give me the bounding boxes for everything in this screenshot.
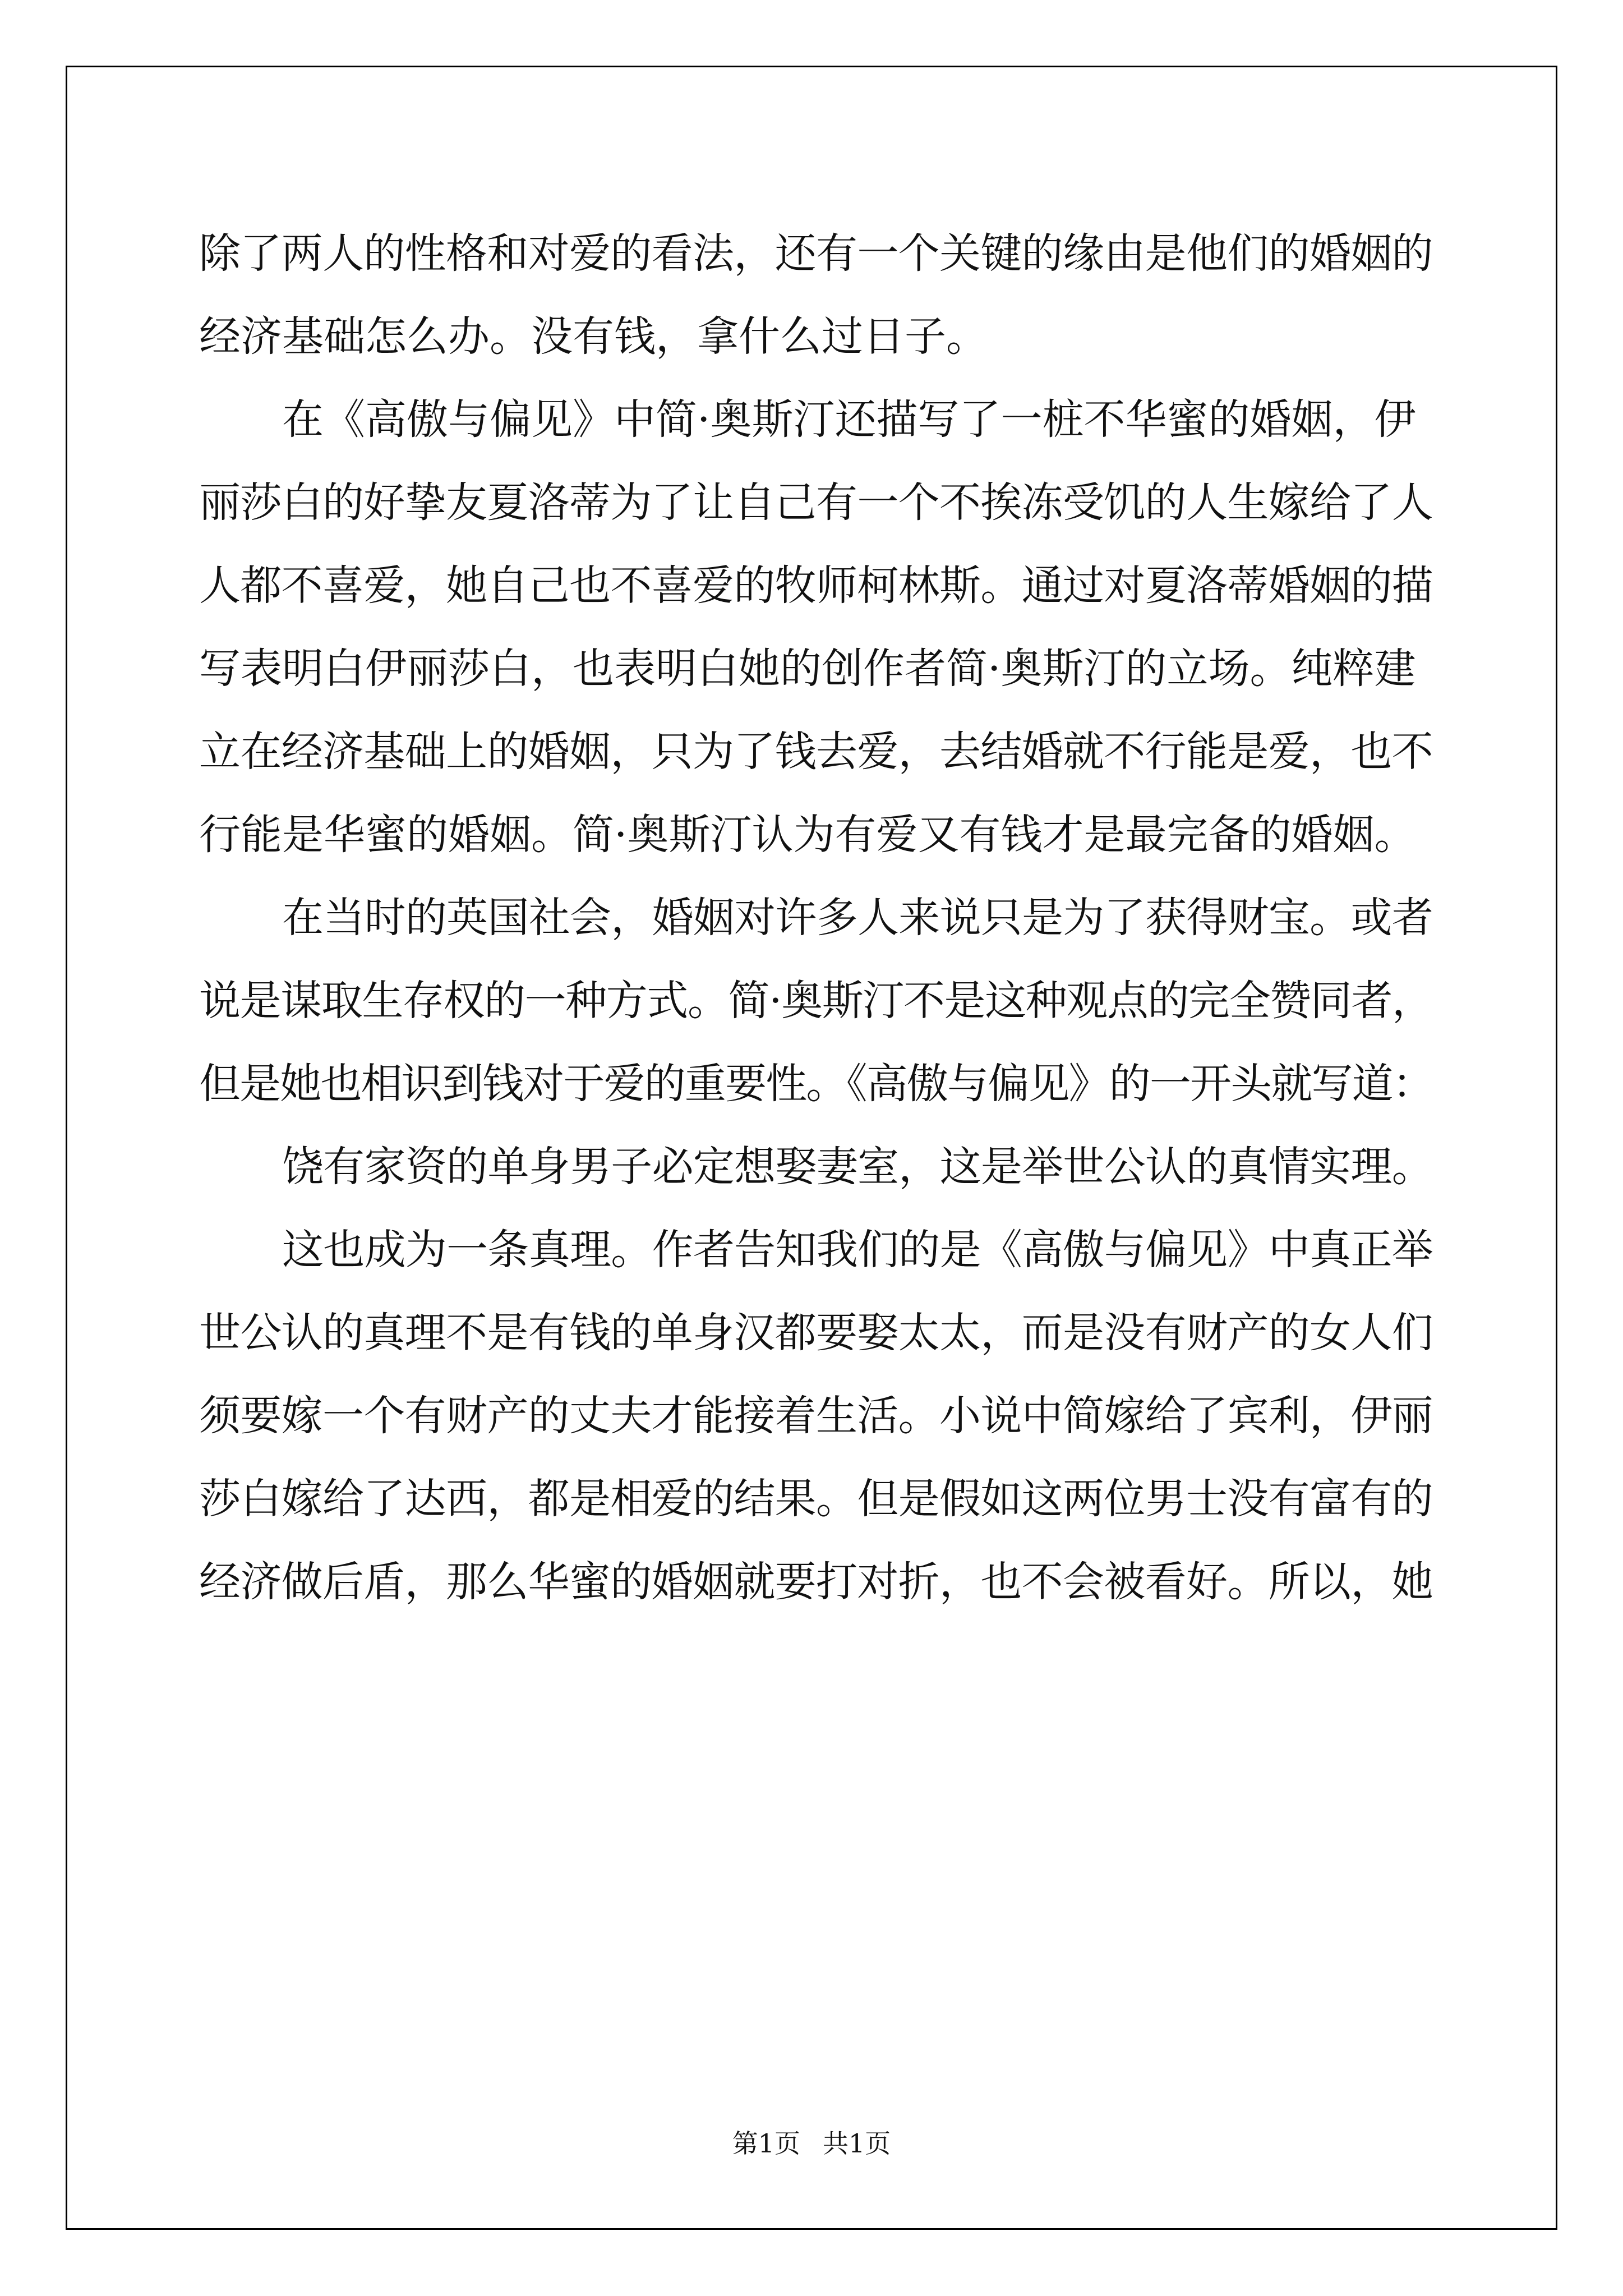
text-line-8: 行能是华蜜的婚姻。简·奥斯汀认为有爱又有钱才是最完备的婚姻。	[199, 811, 1416, 859]
page-number-label: 第1页	[732, 2128, 800, 2159]
text-line-4: 丽莎白的好挚友夏洛蒂为了让自己有一个不挨冻受饥的人生嫁给了人	[199, 478, 1433, 527]
text-line-1: 除了两人的性格和对爱的看法，还有一个关键的缘由是他们的婚姻的	[199, 229, 1433, 278]
document-body	[199, 212, 1433, 1623]
page-footer	[0, 2123, 1623, 2160]
text-line-7: 立在经济基础上的婚姻，只为了钱去爱，去结婚就不行能是爱，也不	[199, 728, 1433, 776]
text-line-16: 莎白嫁给了达西，都是相爱的结果。但是假如这两位男士没有富有的	[199, 1475, 1433, 1523]
text-line-2: 经济基础怎么办。没有钱，拿什么过日子。	[199, 312, 988, 361]
total-pages-label: 共1页	[823, 2128, 891, 2159]
text-line-12: 饶有家资的单身男子必定想娶妻室，这是举世公认的真情实理。	[282, 1143, 1433, 1191]
text-line-3: 在《高傲与偏见》中简·奥斯汀还描写了一桩不华蜜的婚姻，伊	[282, 395, 1416, 444]
text-line-9: 在当时的英国社会，婚姻对许多人来说只是为了获得财宝。或者	[282, 894, 1433, 942]
text-line-6: 写表明白伊丽莎白，也表明白她的创作者简·奥斯汀的立场。纯粹建	[199, 645, 1416, 693]
text-line-14: 世公认的真理不是有钱的单身汉都要娶太太，而是没有财产的女人们	[199, 1309, 1433, 1357]
text-line-10: 说是谋取生存权的一种方式。简·奥斯汀不是这种观点的完全赞同者，	[199, 977, 1433, 1025]
text-line-15: 须要嫁一个有财产的丈夫才能接着生活。小说中简嫁给了宾利，伊丽	[199, 1392, 1433, 1440]
text-line-13: 这也成为一条真理。作者告知我们的是《高傲与偏见》中真正举	[282, 1226, 1433, 1274]
text-line-17: 经济做后盾，那么华蜜的婚姻就要打对折，也不会被看好。所以，她	[199, 1558, 1433, 1606]
text-line-11: 但是她也相识到钱对于爱的重要性。《高傲与偏见》的一开头就写道：	[199, 1060, 1433, 1108]
text-line-5: 人都不喜爱，她自己也不喜爱的牧师柯林斯。通过对夏洛蒂婚姻的描	[199, 562, 1433, 610]
